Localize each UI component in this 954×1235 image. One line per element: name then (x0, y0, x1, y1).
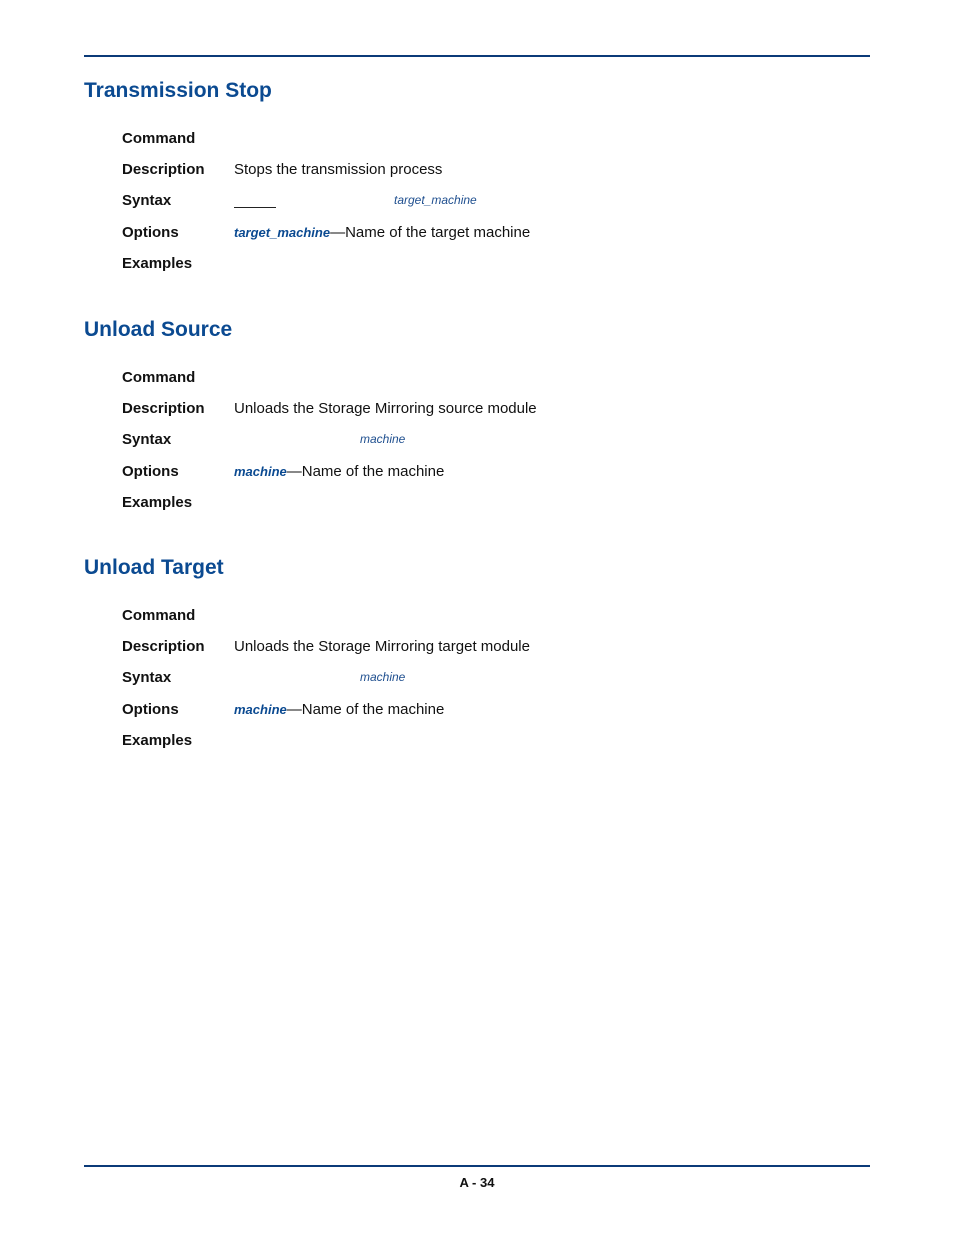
syntax-param: machine (360, 432, 406, 447)
description-row (122, 160, 822, 191)
examples-label: Examples (122, 493, 193, 511)
section-rows (122, 129, 822, 285)
section-rows (122, 606, 822, 762)
syntax-row (122, 191, 822, 222)
syntax-label: Syntax (122, 192, 172, 210)
examples-row (122, 731, 822, 762)
description-label: Description (122, 161, 205, 179)
section-title: Unload Source (84, 318, 233, 341)
option-description: —Name of the machine (286, 700, 445, 718)
examples-row (122, 493, 822, 524)
command-label: Command (122, 607, 196, 624)
syntax-row (122, 668, 822, 699)
command-row (122, 606, 822, 637)
examples-row (122, 254, 822, 285)
description-text: Unloads the Storage Mirroring target module (234, 638, 530, 656)
bottom-rule (84, 1165, 870, 1167)
description-text: Unloads the Storage Mirroring source module (234, 400, 537, 418)
command-row (122, 368, 822, 399)
options-label: Options (122, 223, 179, 241)
options-text (234, 462, 444, 482)
section-title: Unload Target (84, 556, 224, 579)
option-description: —Name of the target machine (330, 223, 531, 241)
syntax-param: machine (360, 670, 406, 685)
option-description: —Name of the machine (286, 462, 445, 480)
syntax-label: Syntax (122, 431, 172, 449)
description-text: Stops the transmission process (234, 161, 443, 179)
options-row (122, 223, 822, 254)
section-transmission-stop (84, 79, 870, 272)
option-param: machine (234, 701, 287, 717)
syntax-label: Syntax (122, 669, 172, 687)
examples-label: Examples (122, 731, 193, 749)
syntax-param: target_machine (394, 193, 477, 208)
options-text (234, 700, 444, 720)
top-rule (84, 55, 870, 57)
description-row (122, 399, 822, 430)
section-unload-source (84, 318, 870, 511)
section-unload-target (84, 556, 870, 749)
section-rows (122, 368, 822, 524)
options-label: Options (122, 700, 179, 718)
option-param: machine (234, 463, 287, 479)
options-label: Options (122, 462, 179, 480)
options-row (122, 462, 822, 493)
command-label: Command (122, 130, 196, 147)
option-param: target_machine (234, 224, 331, 240)
description-label: Description (122, 400, 205, 418)
command-row (122, 129, 822, 160)
section-title: Transmission Stop (84, 79, 272, 102)
syntax-blank-line (234, 207, 276, 208)
page-number: A - 34 (459, 1175, 495, 1190)
examples-label: Examples (122, 254, 193, 272)
description-row (122, 637, 822, 668)
description-label: Description (122, 638, 205, 656)
options-row (122, 700, 822, 731)
options-text (234, 223, 530, 243)
syntax-row (122, 430, 822, 461)
command-label: Command (122, 369, 196, 386)
